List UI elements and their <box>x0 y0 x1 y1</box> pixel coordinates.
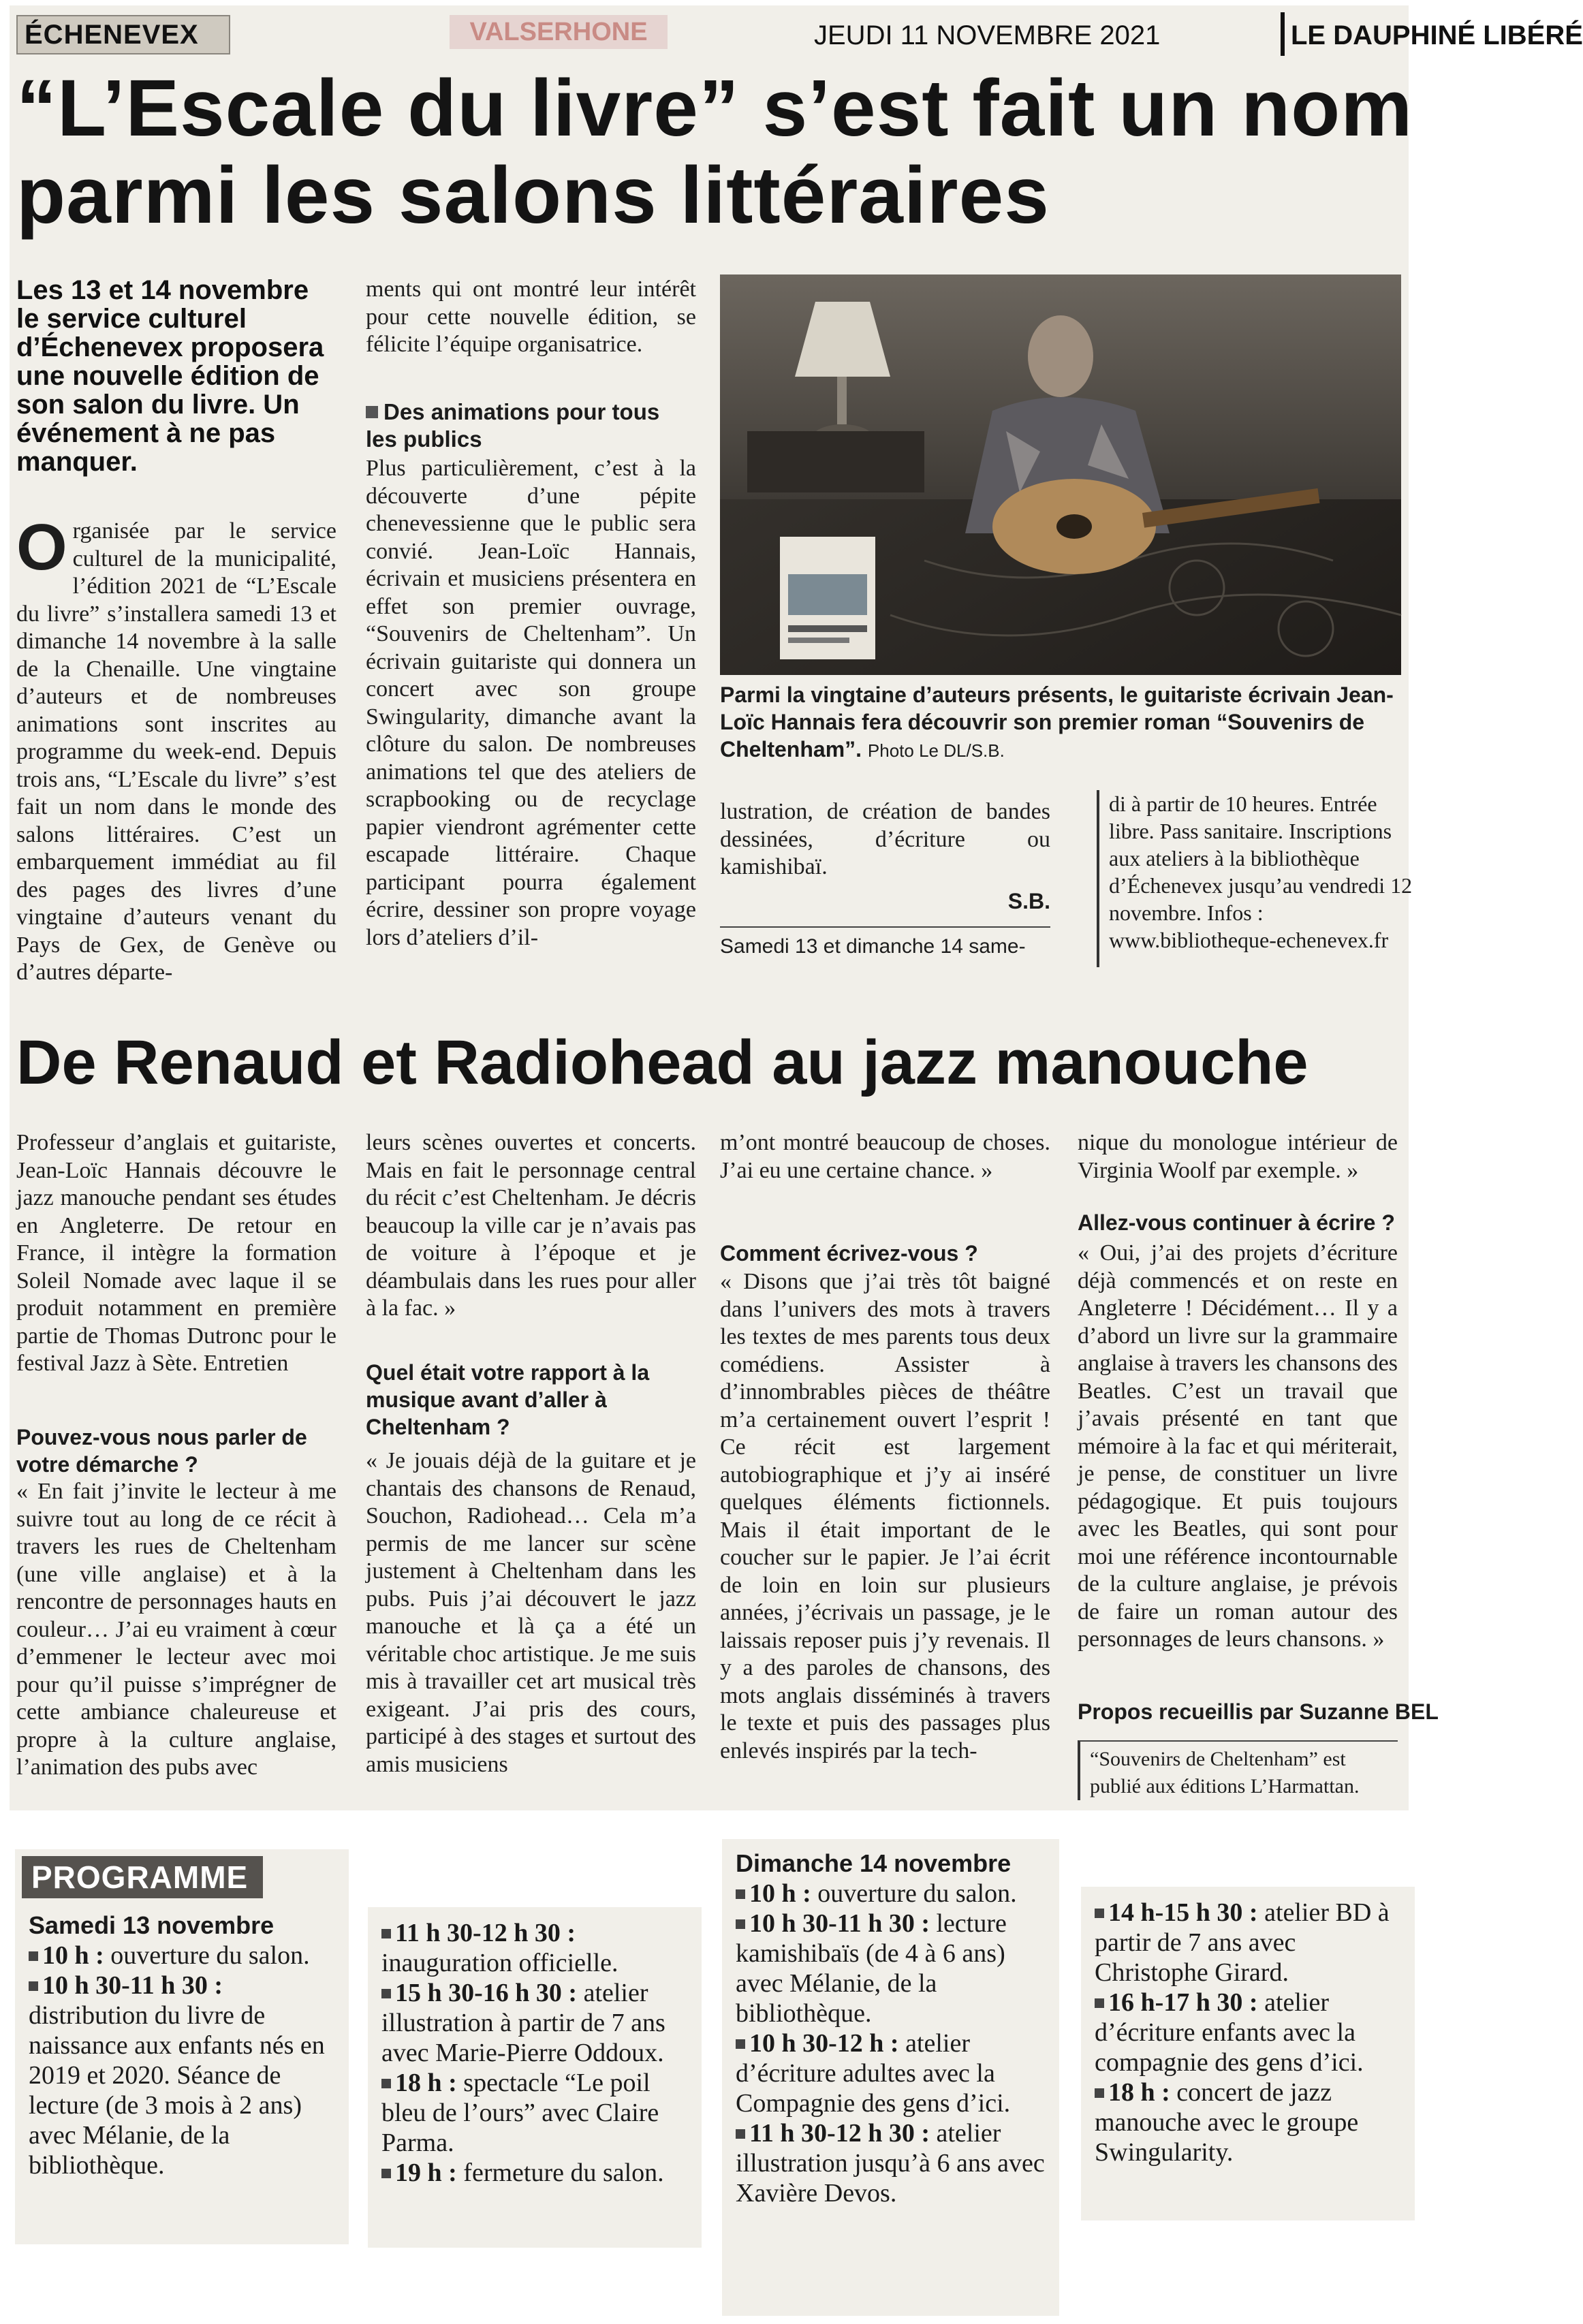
programme-item: 16 h-17 h 30 : atelier d’écriture enfants avec la compagnie des gens d’ici. <box>1095 1988 1364 2077</box>
caption-text: Parmi la vingtaine d’auteurs présents, le guitariste écrivain Jean-Loïc Hannais fera découvrir son premier roman “Souvenirs de Cheltenham”. <box>720 682 1394 761</box>
square-bullet-icon <box>736 1919 745 1929</box>
date-line: JEUDI 11 NOVEMBRE 2021 <box>814 20 1161 50</box>
programme-body-3 <box>736 1849 1046 2208</box>
square-bullet-icon <box>736 2039 745 2049</box>
interview-question-2: Quel était votre rapport à la musique avant d’aller à Cheltenham ? <box>366 1360 650 1439</box>
drop-cap: O <box>16 511 67 584</box>
interview-answer-1-continued: leurs scènes ouvertes et concerts. Mais en fait le personnage central du récit c’est Cheltenham. Je décris beaucoup la ville car je n’avais pas de voiture à l’époque et je déambulais dans les rues pour aller à la fac. » <box>366 1130 696 1321</box>
square-bullet-icon <box>1095 1909 1104 1918</box>
section-subhead <box>366 398 696 453</box>
book-publisher-note: “Souvenirs de Cheltenham” est publié aux éditions L’Harmattan. <box>1078 1740 1398 1800</box>
interview-byline: Propos recueillis par Suzanne BEL <box>1078 1699 1439 1724</box>
square-bullet-icon <box>1095 1998 1104 2008</box>
article-column-1 <box>16 511 336 1042</box>
square-bullet-icon <box>381 2169 391 2178</box>
square-bullet-icon <box>29 1951 38 1961</box>
interview-answer-3-continued: nique du monologue intérieur de Virginia Woolf par exemple. » <box>1078 1130 1398 1183</box>
masthead-divider <box>1281 12 1285 56</box>
square-bullet-icon <box>29 1981 38 1991</box>
article-lede: Les 13 et 14 novembre le service culturel d’Échenevex proposera une nouvelle édition de son salon du livre. Un événement à ne pas manquer. <box>16 275 324 477</box>
interview-answer-4: « Oui, j’ai des projets d’écriture déjà commencés et on reste en Angleterre ! Décidément… Il y a d’abord un livre sur la grammaire anglaise à travers les chansons des Beatles. C’est un travail que j’avais présenté en tant que mémoire à la fac et qui mériterait, je pense, de constituer un livre pédagogique. Et puis toujours avec les Beatles, qui sont pour moi une référence incontournable de la culture anglaise, je prévois de faire un roman autour des personnages de leurs chansons. » <box>1078 1240 1398 1652</box>
square-bullet-icon <box>736 2129 745 2139</box>
programme-item: 14 h-15 h 30 : atelier BD à partir de 7 ans avec Christophe Girard. <box>1095 1898 1390 1987</box>
interview-headline: De Renaud et Radiohead au jazz manouche <box>16 1028 1308 1097</box>
square-bullet-icon <box>736 1889 745 1899</box>
article-signature: S.B. <box>1007 889 1050 913</box>
author-photo <box>720 274 1401 675</box>
interview-intro: Professeur d’anglais et guitariste, Jean-Loïc Hannais découvre le jazz manouche pendant ses études en Angleterre. De retour en France, il intègre la formation Soleil Nomade avec laque il se produit notamment en première partie de Thomas Dutronc pour le festival Jazz à Sète. Entretien <box>16 1130 336 1376</box>
article-headline: “L’Escale du livre” s’est fait un nom parmi les salons littéraires <box>16 63 1413 240</box>
programme-item: 18 h : spectacle “Le poil bleu de l’ours” avec Claire Parma. <box>381 2069 659 2157</box>
newspaper-masthead: LE DAUPHINÉ LIBÉRÉ <box>1291 20 1583 50</box>
programme-body-4 <box>1095 1898 1401 2167</box>
square-bullet-icon <box>381 1929 391 1938</box>
article-column-2-top: ments qui ont montré leur intérêt pour cette nouvelle édition, se félicite l’équipe organisatrice. <box>366 277 696 357</box>
column-1-text: rganisée par le service culturel de la municipalité, l’édition 2021 de “L’Escale du livre” s’installera samedi 13 et dimanche 14 novembre à la salle de la Chenaille. Une vingtaine d’auteurs et de nombreuses animations sont inscrites au programme du week-end. Depuis trois ans, “L’Escale du livre” s’est fait un nom dans le monde des salons littéraires. C’est un embarquement immédiat au fil des pages des livres d’une vingtaine d’auteurs venant du Pays de Gex, de Genève ou d’autres départe- <box>16 518 336 985</box>
interview-question-1: Pouvez-vous nous parler de votre démarche ? <box>16 1425 307 1477</box>
programme-box-1 <box>15 1849 349 2244</box>
practical-info-start: Samedi 13 et dimanche 14 same- <box>720 926 1050 974</box>
interview-question-3: Comment écrivez-vous ? <box>720 1241 978 1266</box>
programme-day-saturday: Samedi 13 novembre <box>29 1911 275 1939</box>
programme-body-2 <box>381 1918 688 2188</box>
programme-item: 10 h 30-11 h 30 : lecture kamishibaïs (de 4 à 6 ans) avec Mélanie, de la bibliothèque. <box>736 1909 1007 2028</box>
interview-answer-2-continued: m’ont montré beaucoup de choses. J’ai eu une certaine chance. » <box>720 1130 1050 1183</box>
square-bullet-icon <box>381 1989 391 1998</box>
programme-item: 10 h : ouverture du salon. <box>736 1879 1046 1909</box>
square-bullet-icon <box>381 2079 391 2088</box>
article-column-2: Plus particulièrement, c’est à la découverte d’une pépite chenevessienne que le public sera convié. Jean-Loïc Hannais, écrivain et musiciens présentera en effet son premier ouvrage, “Souvenirs de Cheltenham”. Un écrivain guitariste qui donnera un concert avec son groupe Swingularity, dimanche avant la clôture du salon. De nombreuses animations tel que des ateliers de scrapbooking ou de recyclage papier viendront agrémenter cette escapade littéraire. Chaque participant pourra également écrire, dessiner son propre voyage lors d’ateliers d’il- <box>366 456 696 950</box>
programme-box-4 <box>1081 1887 1415 2220</box>
photo-caption <box>720 681 1401 770</box>
ghost-tag: VALSERHONE <box>450 15 668 49</box>
photo-credit: Photo Le DL/S.B. <box>867 740 1005 761</box>
subhead-text: Des animations pour tous les publics <box>366 399 660 452</box>
programme-box-2 <box>368 1907 702 2248</box>
interview-question-4: Allez-vous continuer à écrire ? <box>1078 1210 1395 1235</box>
programme-title: PROGRAMME <box>22 1856 263 1898</box>
programme-item: 10 h 30-11 h 30 : distribution du livre de naissance aux enfants nés en 2019 et 2020. Séance de lecture (de 3 mois à 2 ans) avec Mélanie, de la bibliothèque. <box>29 1971 325 2180</box>
guitarist-photo-image <box>720 274 1401 675</box>
programme-item: 11 h 30-12 h 30 : inauguration officielle. <box>381 1919 618 1977</box>
interview-answer-2: « Je jouais déjà de la guitare et je chantais des chansons de Renaud, Souchon, Radiohead… Cela m’a permis de me lancer sur scène justement à Cheltenham dans les pubs. Puis j’ai découvert le jazz manouche et là ça a été un véritable choc artistique. Je me suis mis à travailler cet art musical très exigeant. J’ai pris des cours, participé à des stages et surtout des amis musiciens <box>366 1448 696 1777</box>
city-tag: ÉCHENEVEX <box>16 15 230 54</box>
programme-day-sunday: Dimanche 14 novembre <box>736 1849 1012 1877</box>
programme-box-3 <box>722 1839 1059 2316</box>
square-bullet-icon <box>1095 2088 1104 2098</box>
programme-item: 10 h 30-12 h : atelier d’écriture adultes avec la Compagnie des gens d’ici. <box>736 2029 1011 2118</box>
square-bullet-icon <box>366 406 378 418</box>
programme-item: 15 h 30-16 h 30 : atelier illustration à partir de 7 ans avec Marie-Pierre Oddoux. <box>381 1979 665 2067</box>
article-column-3: lustration, de création de bandes dessinées, d’écriture ou kamishibaï. <box>720 799 1050 879</box>
programme-item: 19 h : fermeture du salon. <box>381 2158 688 2188</box>
interview-answer-1: « En fait j’invite le lecteur à me suivre tout au long de ce récit à travers les rues de Cheltenham (une ville anglaise) et à la rencontre de personnages hauts en couleur… J’ai eu vraiment à cœur d’emmener le lecteur avec moi pour qu’il puisse s’imprégner de cette ambiance chaleureuse et propre à la culture anglaise, l’animation des pubs avec <box>16 1479 336 1780</box>
programme-item: 11 h 30-12 h 30 : atelier illustration jusqu’à 6 ans avec Xavière Devos. <box>736 2119 1045 2208</box>
programme-item: 10 h : ouverture du salon. <box>29 1941 335 1970</box>
practical-info: di à partir de 10 heures. Entrée libre. Pass sanitaire. Inscriptions aux ateliers à la bibliothèque d’Échenevex jusqu’au vendredi 12 novembre. Infos : www.bibliotheque-echenevex.fr <box>1097 790 1415 967</box>
interview-answer-3: « Disons que j’ai très tôt baigné dans l’univers des mots à travers les textes de mes parents tous deux comédiens. Assister à d’innombrables pièces de théâtre m’a certainement ouvert l’esprit ! Ce récit est largement autobiographique et j’y ai inséré quelques éléments fictionnels. Mais il était important de le coucher sur le papier. Je l’ai écrit de loin en loin sur plusieurs années, j’écrivais un passage, je le laissais reposer puis j’y revenais. Il y a des paroles de chansons, des mots anglais disséminés à travers le texte et puis des passages plus enlevés inspirés par la tech- <box>720 1269 1050 1763</box>
programme-item: 18 h : concert de jazz manouche avec le groupe Swingularity. <box>1095 2078 1359 2167</box>
programme-body-1 <box>29 1911 335 2180</box>
